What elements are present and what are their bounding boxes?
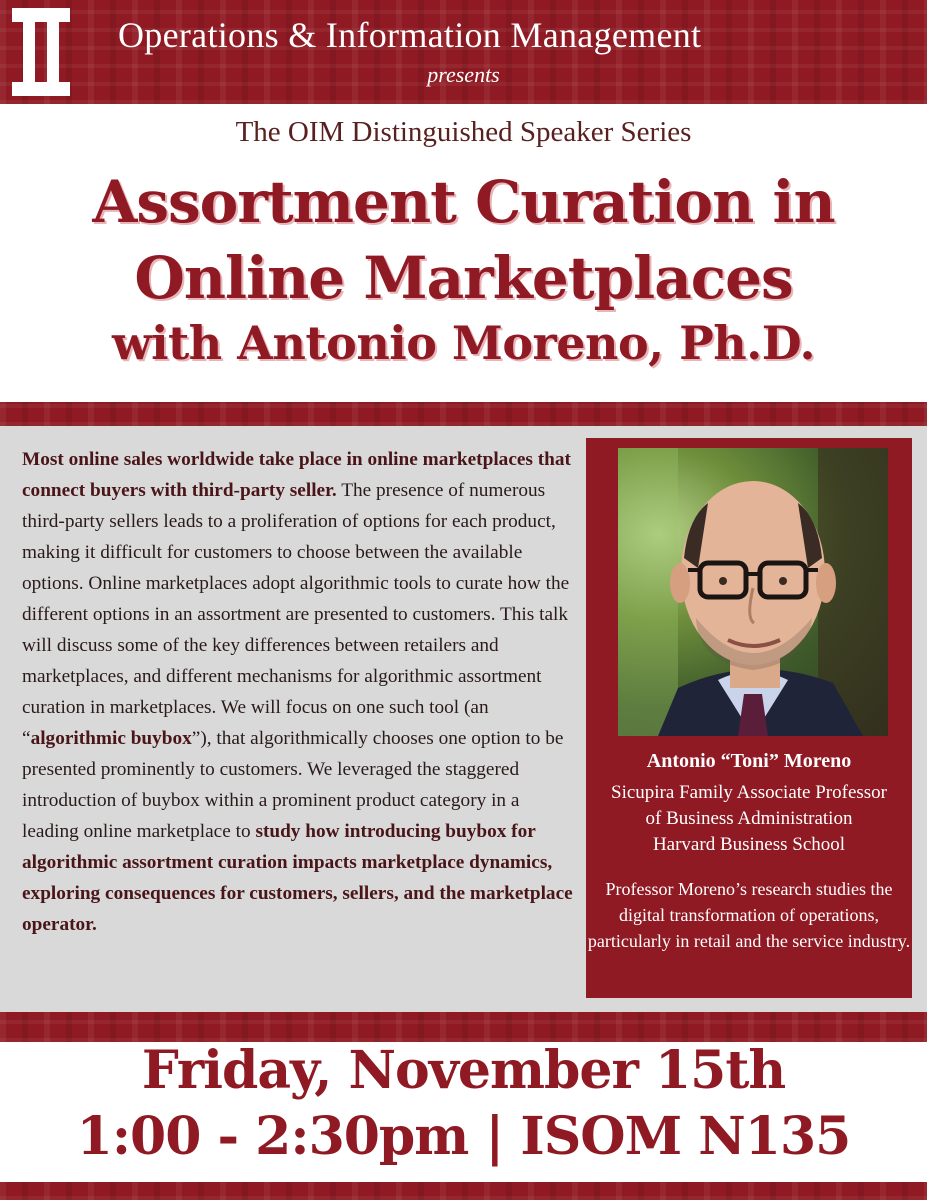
speaker-title-line2: of Business Administration xyxy=(645,808,853,829)
divider-band-bottom xyxy=(0,1012,927,1042)
speaker-card xyxy=(586,438,912,998)
abstract-key-term: algorithmic buybox xyxy=(30,728,192,749)
event-title-line2: Online Marketplaces xyxy=(134,244,793,312)
speaker-portrait-icon xyxy=(618,448,888,736)
event-title-line1: Assortment Curation in xyxy=(92,168,835,236)
speaker-bio: Professor Moreno’s research studies the digital transformation of operations, particularly in retail and the service industry. xyxy=(587,879,911,951)
department-name: Operations & Information Management xyxy=(118,15,702,55)
speaker-title-line3: Harvard Business School xyxy=(652,834,846,855)
header-band xyxy=(0,0,927,104)
content-panel xyxy=(0,426,927,1012)
abstract-body-1: The presence of numerous third-party sellers leads to a proliferation of options for each product, making it difficult for customers to choose between the available options. Online marketplaces adopt algorithmic tools to curate how the different options in an assortment are presented to customers. This talk will discuss some of the key differences between retailers and marketplaces, and different mechanisms for algorithmic assortment curation in marketplaces. We will focus on one such tool (an “ xyxy=(22,480,570,749)
presents-label: presents xyxy=(427,62,500,87)
talk-abstract xyxy=(22,444,574,940)
divider-band xyxy=(0,402,927,426)
footer-band xyxy=(0,1182,927,1200)
abstract-conclusion: study how introducing buybox for algorithmic assortment curation impacts marketplace dynamics, exploring consequences for customers, sellers, and the marketplace operator. xyxy=(22,821,573,935)
abstract-intro: Most online sales worldwide take place in online marketplaces that connect buyers with third-party seller. xyxy=(22,449,571,501)
series-name: The OIM Distinguished Speaker Series xyxy=(235,116,692,148)
event-date: Friday, November 15th xyxy=(141,1040,786,1101)
abstract-body-2: ”), that algorithmically chooses one option to be presented prominently to customers. We leveraged the staggered introduction of buybox within a prominent product category in a leading online marketplace to xyxy=(22,728,564,842)
speaker-name: Antonio “Toni” Moreno xyxy=(646,750,852,772)
speaker-photo xyxy=(618,448,888,736)
speaker-line: with Antonio Moreno, Ph.D. xyxy=(111,316,816,370)
event-title xyxy=(0,164,927,316)
speaker-title-line1: Sicupira Family Associate Professor xyxy=(611,782,887,803)
event-time-location: 1:00 - 2:30pm | ISOM N135 xyxy=(76,1106,851,1167)
speaker-affiliation xyxy=(586,780,912,858)
